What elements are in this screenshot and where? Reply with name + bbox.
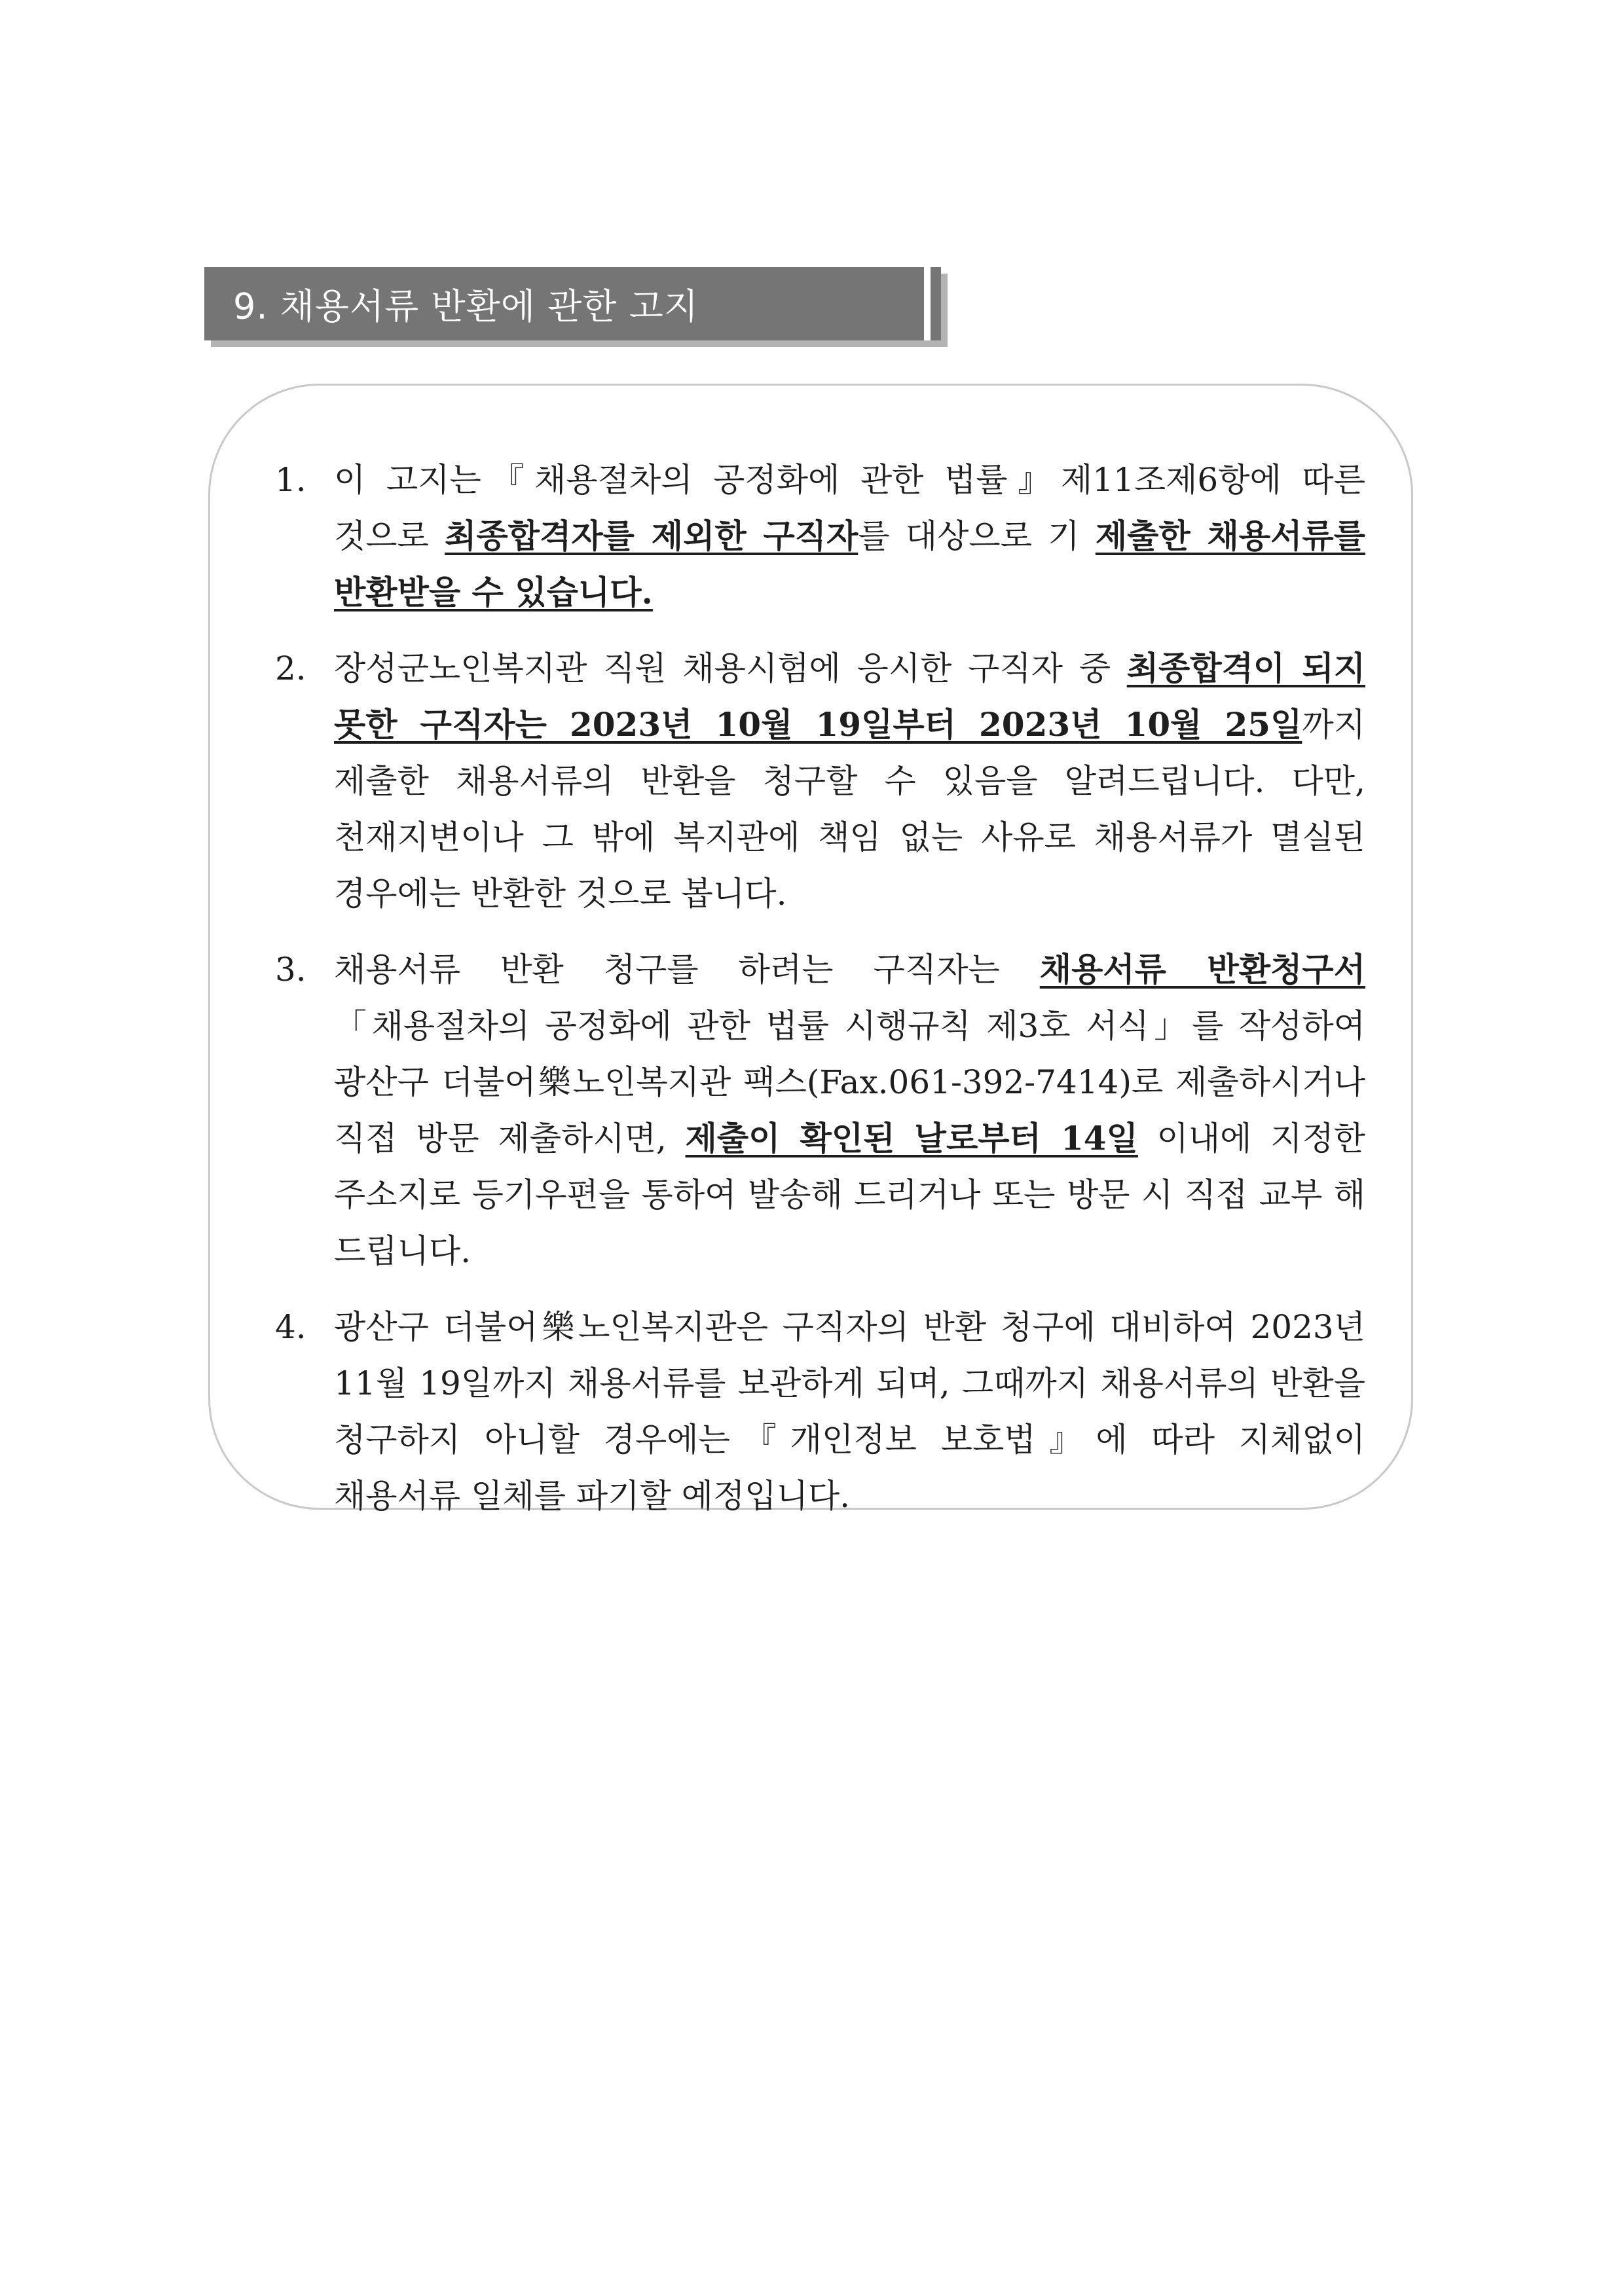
notice-text: 광산구 더불어樂노인복지관은 구직자의 반환 청구에 대비하여 2023년 11월 19일까지 채용서류를 보관하게 되며, 그때까지 채용서류의 반환을 청구하지 아니할 경우에는『개인정보 보호법』에 따라 지체없이 채용서류 일체를 파기할 예정입니다. [334, 1308, 1365, 1515]
notice-number: 2. [275, 649, 306, 687]
notice-emphasis: 채용서류 반환청구서 [1039, 950, 1365, 989]
notice-text: 「채용절차의 공정화에 관한 법률 시행규칙 제3호 서식」를 작성하여 광산구 더불어樂노인복지관 팩스(Fax.061-392-7414)로 제출하시거나 직접 방문 제출하시면, [334, 1007, 1365, 1157]
notice-emphasis: 최종합격이 되지 못한 구직자는 2023년 10월 19일부터 2023년 10월 25일 [334, 649, 1365, 744]
notice-list [275, 452, 1365, 1544]
notice-emphasis: 제출한 채용서류를 반환받을 수 있습니다. [334, 517, 1365, 611]
notice-emphasis: 최종합격자를 제외한 구직자 [445, 517, 858, 555]
notice-text: 이내에 지정한 주소지로 등기우편을 통하여 발송해 드리거나 또는 방문 시 직접 교부 해 드립니다. [334, 1120, 1365, 1270]
notice-text: 장성군노인복지관 직원 채용시험에 응시한 구직자 중 [334, 649, 1127, 687]
notice-item [275, 640, 1365, 922]
notice-text: 채용서류 반환 청구를 하려는 구직자는 [334, 951, 1040, 989]
notice-number: 1. [275, 461, 306, 499]
section-title: 9. 채용서류 반환에 관한 고지 [233, 285, 699, 327]
notice-emphasis: 제출이 확인된 날로부터 14일 [685, 1119, 1138, 1157]
notice-item [275, 452, 1365, 621]
notice-item [275, 1299, 1365, 1524]
notice-text: 를 대상으로 기 [858, 517, 1096, 555]
notice-text: 이 고지는『채용절차의 공정화에 관한 법률』제11조제6항에 따른 것으로 [334, 461, 1365, 555]
notice-number: 3. [275, 951, 306, 989]
section-heading [204, 267, 941, 340]
notice-number: 4. [275, 1308, 306, 1346]
notice-text: 까지 제출한 채용서류의 반환을 청구할 수 있음을 알려드립니다. 다만, 천재지변이나 그 밖에 복지관에 책임 없는 사유로 채용서류가 멸실된 경우에는 반환한 것으로 봅니다. [334, 706, 1365, 913]
notice-item [275, 941, 1365, 1279]
